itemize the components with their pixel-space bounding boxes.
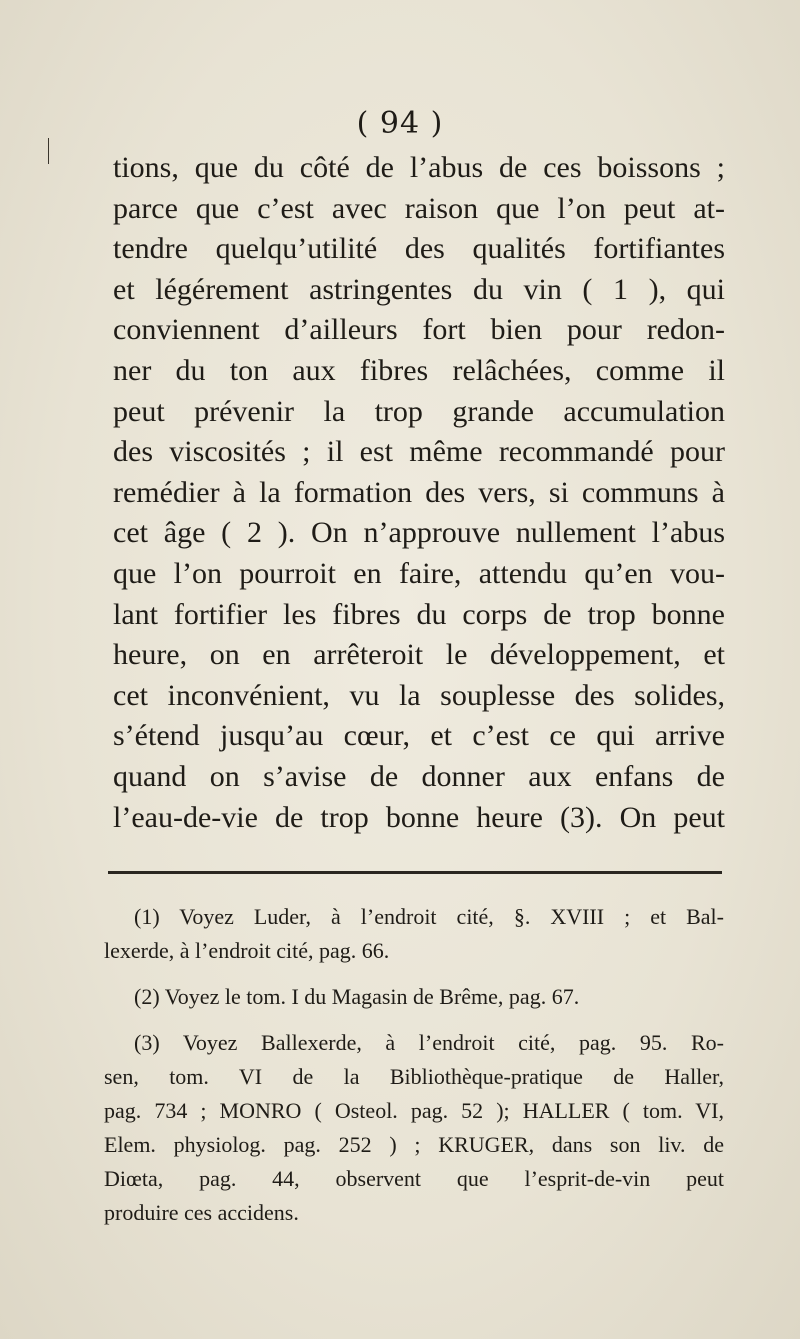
footnotes [104,900,724,1242]
page-number: ( 94 ) [356,106,444,141]
footnote-2 [104,980,724,1014]
body-line: parce que c’est avec raison que l’on peut at- [113,191,725,225]
footnote-1 [104,900,724,968]
footnote-line: (3) Voyez Ballexerde, à l’endroit cité, pag. 95. Ro- [134,1030,724,1055]
body-line: cet âge ( 2 ). On n’approuve nullement l’abus [113,516,725,550]
footnote-rule [108,871,722,874]
footnote-line: produire ces accidens. [104,1200,299,1225]
body-line: l’eau-de-vie de trop bonne heure (3). On peut [113,800,725,834]
body-line: peut prévenir la trop grande accumulation [113,394,725,428]
body-line: quand on s’avise de donner aux enfans de [113,759,725,793]
body-line: s’étend jusqu’au cœur, et c’est ce qui arrive [113,719,725,753]
body-line: des viscosités ; il est même recommandé pour [113,435,725,469]
body-line: lant fortifier les fibres du corps de trop bonne [113,597,725,631]
body-line: tendre quelqu’utilité des qualités fortifiantes [113,232,725,266]
body-text [113,148,725,838]
footnote-line: Diœta, pag. 44, observent que l’esprit-de-vin peut [104,1166,724,1191]
body-line: et légérement astringentes du vin ( 1 ), qui [113,272,725,306]
footnote-line: (2) Voyez le tom. I du Magasin de Brême, pag. 67. [134,984,580,1009]
footnote-line: lexerde, à l’endroit cité, pag. 66. [104,938,390,963]
body-line: cet inconvénient, vu la souplesse des solides, [113,678,725,712]
body-line: heure, on en arrêteroit le développement, et [113,638,725,672]
body-line: ner du ton aux fibres relâchées, comme il [113,353,725,387]
body-line: conviennent d’ailleurs fort bien pour redon- [113,313,725,347]
footnote-line: pag. 734 ; MONRO ( Osteol. pag. 52 ); HALLER ( tom. VI, [104,1098,724,1123]
body-line: tions, que du côté de l’abus de ces boissons ; [113,151,725,184]
body-line: que l’on pourroit en faire, attendu qu’en vou- [113,556,725,590]
footnote-line: (1) Voyez Luder, à l’endroit cité, §. XVIII ; et Bal- [134,904,724,929]
body-line: remédier à la formation des vers, si communs à [113,475,725,509]
footnote-3 [104,1026,724,1230]
margin-mark [48,138,49,164]
footnote-line: Elem. physiolog. pag. 252 ) ; KRUGER, dans son liv. de [104,1132,724,1157]
footnote-line: sen, tom. VI de la Bibliothèque-pratique de Haller, [104,1064,724,1089]
